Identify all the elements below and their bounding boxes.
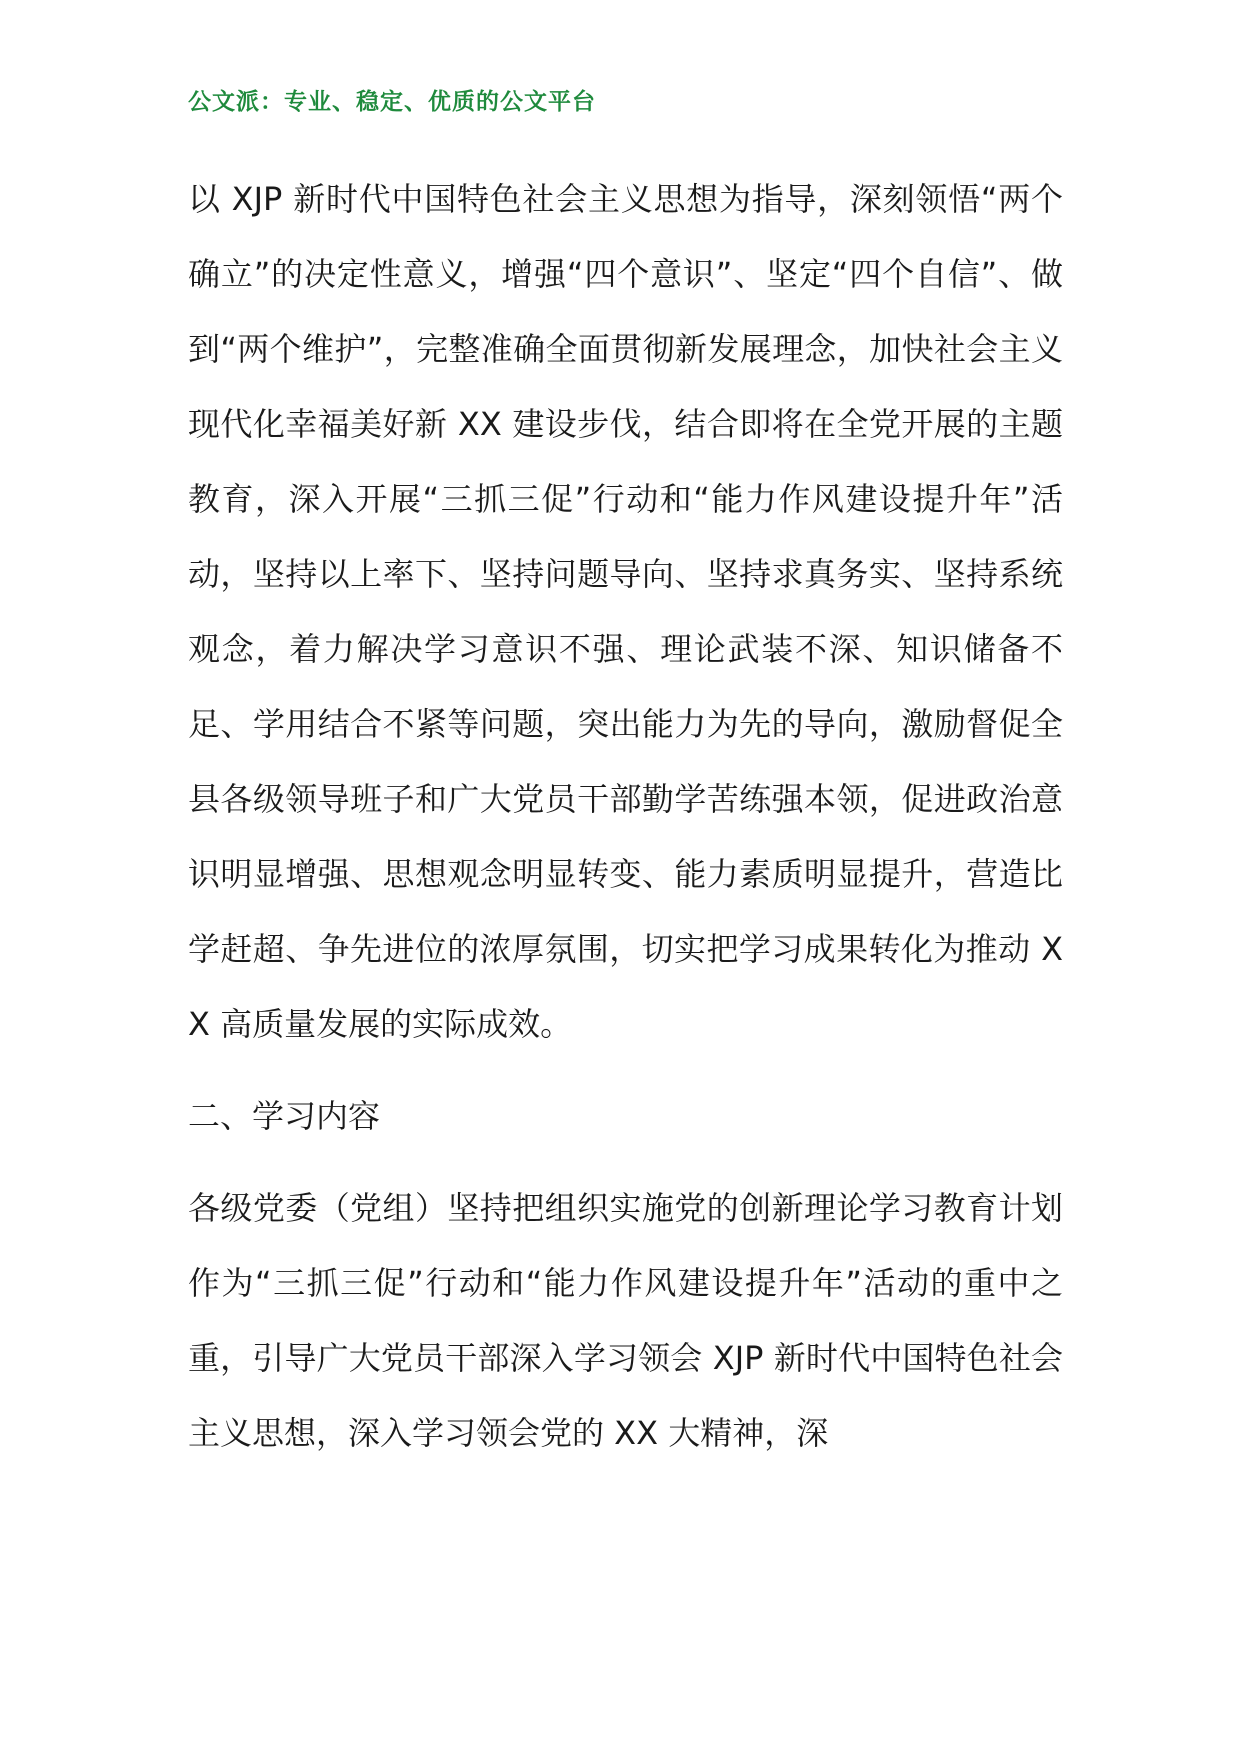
header-banner: 公文派：专业、稳定、优质的公文平台 <box>188 88 596 115</box>
document-body <box>188 162 1063 1471</box>
paragraph-study-content: 各级党委（党组）坚持把组织实施党的创新理论学习教育计划作为“三抓三促”行动和“能力作风建设提升年”活动的重中之重，引导广大党员干部深入学习领会 XJP 新时代中国特色社会主义思想，深入学习领会党的 XX 大精神，深 <box>188 1189 1063 1452</box>
section-heading-study-content: 二、学习内容 <box>188 1097 381 1135</box>
paragraph-guiding-ideology: 以 XJP 新时代中国特色社会主义思想为指导，深刻领悟“两个确立”的决定性意义，增强“四个意识”、坚定“四个自信”、做到“两个维护”，完整准确全面贯彻新发展理念，加快社会主义现代化幸福美好新 XX 建设步伐，结合即将在全党开展的主题教育，深入开展“三抓三促”行动和“能力作风建设提升年”活动，坚持以上率下、坚持问题导向、坚持求真务实、坚持系统观念，着力解决学习意识不强、理论武装不深、知识储备不足、学用结合不紧等问题，突出能力为先的导向，激励督促全县各级领导班子和广大党员干部勤学苦练强本领，促进政治意识明显增强、思想观念明显转变、能力素质明显提升，营造比学赶超、争先进位的浓厚氛围，切实把学习成果转化为推动 XX 高质量发展的实际成效。 <box>188 180 1063 1043</box>
